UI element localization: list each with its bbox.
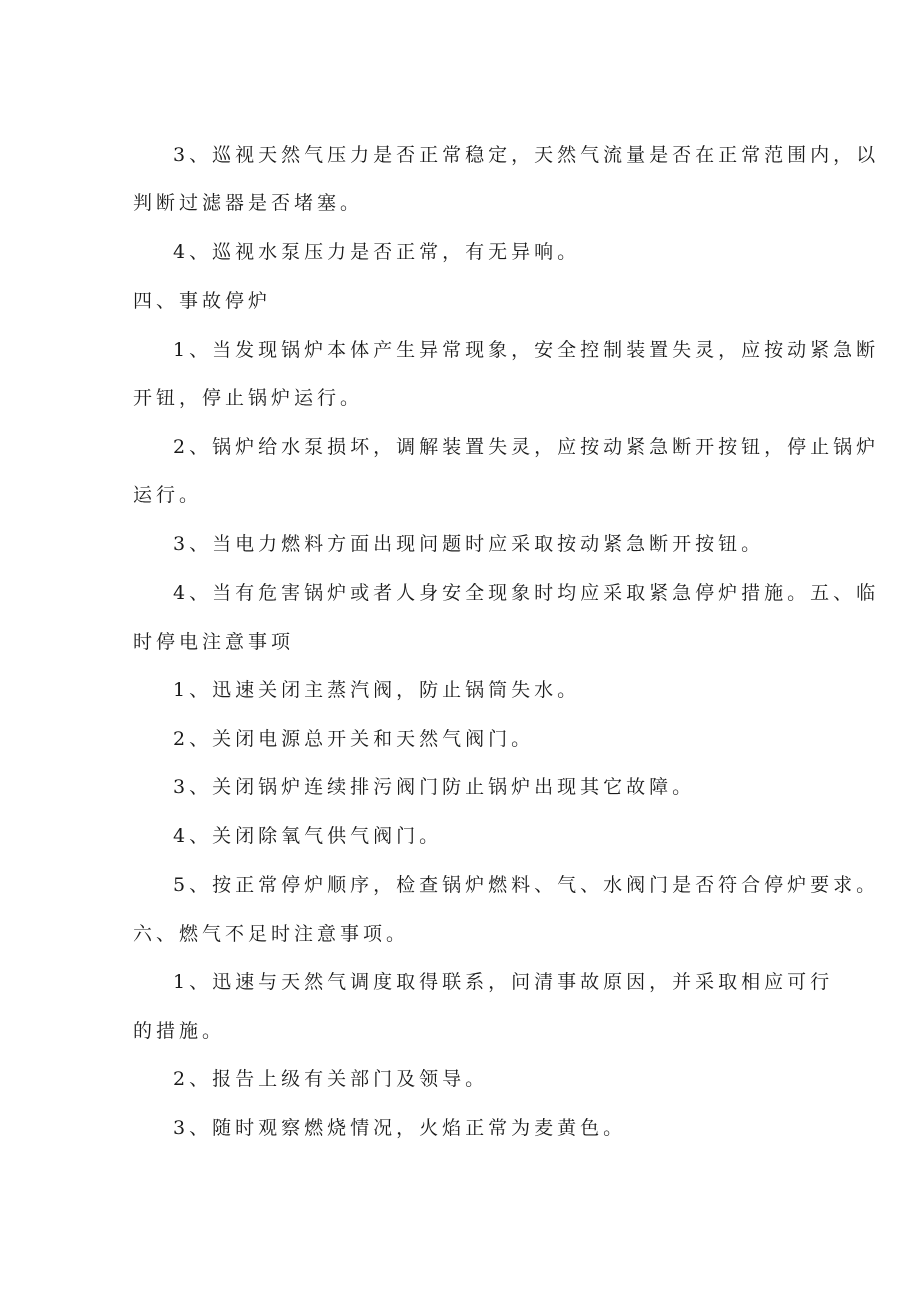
paragraph-line: 运行。 <box>133 484 203 506</box>
paragraph-line: 3、随时观察燃烧情况，火焰正常为麦黄色。 <box>173 1117 627 1139</box>
paragraph-line: 2、锅炉给水泵损坏，调解装置失灵，应按动紧急断开按钮，停止锅炉 <box>173 436 880 458</box>
paragraph-line: 1、当发现锅炉本体产生异常现象，安全控制装置失灵，应按动紧急断 <box>173 339 880 361</box>
paragraph-line: 4、当有危害锅炉或者人身安全现象时均应采取紧急停炉措施。五、临 <box>173 582 880 604</box>
paragraph-line: 4、巡视水泵压力是否正常，有无异响。 <box>173 241 581 263</box>
paragraph-line: 3、关闭锅炉连续排污阀门防止锅炉出现其它故障。 <box>173 776 696 798</box>
paragraph-line: 的措施。 <box>133 1020 226 1042</box>
section-heading: 四、事故停炉 <box>133 290 272 312</box>
paragraph-line: 1、迅速关闭主蒸汽阀，防止锅筒失水。 <box>173 679 581 701</box>
paragraph-line: 3、巡视天然气压力是否正常稳定，天然气流量是否在正常范围内，以 <box>173 144 880 166</box>
paragraph-line: 5、按正常停炉顺序，检查锅炉燃料、气、水阀门是否符合停炉要求。 <box>173 874 880 896</box>
paragraph-line: 3、当电力燃料方面出现问题时应采取按动紧急断开按钮。 <box>173 533 765 555</box>
paragraph-line: 2、报告上级有关部门及领导。 <box>173 1068 489 1090</box>
paragraph-line: 2、关闭电源总开关和天然气阀门。 <box>173 728 535 750</box>
paragraph-line: 时停电注意事项 <box>133 631 295 653</box>
paragraph-line: 4、关闭除氧气供气阀门。 <box>173 825 443 847</box>
section-heading: 六、燃气不足时注意事项。 <box>133 923 410 945</box>
paragraph-line: 1、迅速与天然气调度取得联系，问清事故原因，并采取相应可行 <box>173 971 834 993</box>
paragraph-line: 开钮，停止锅炉运行。 <box>133 387 364 409</box>
paragraph-line: 判断过滤器是否堵塞。 <box>133 192 364 214</box>
